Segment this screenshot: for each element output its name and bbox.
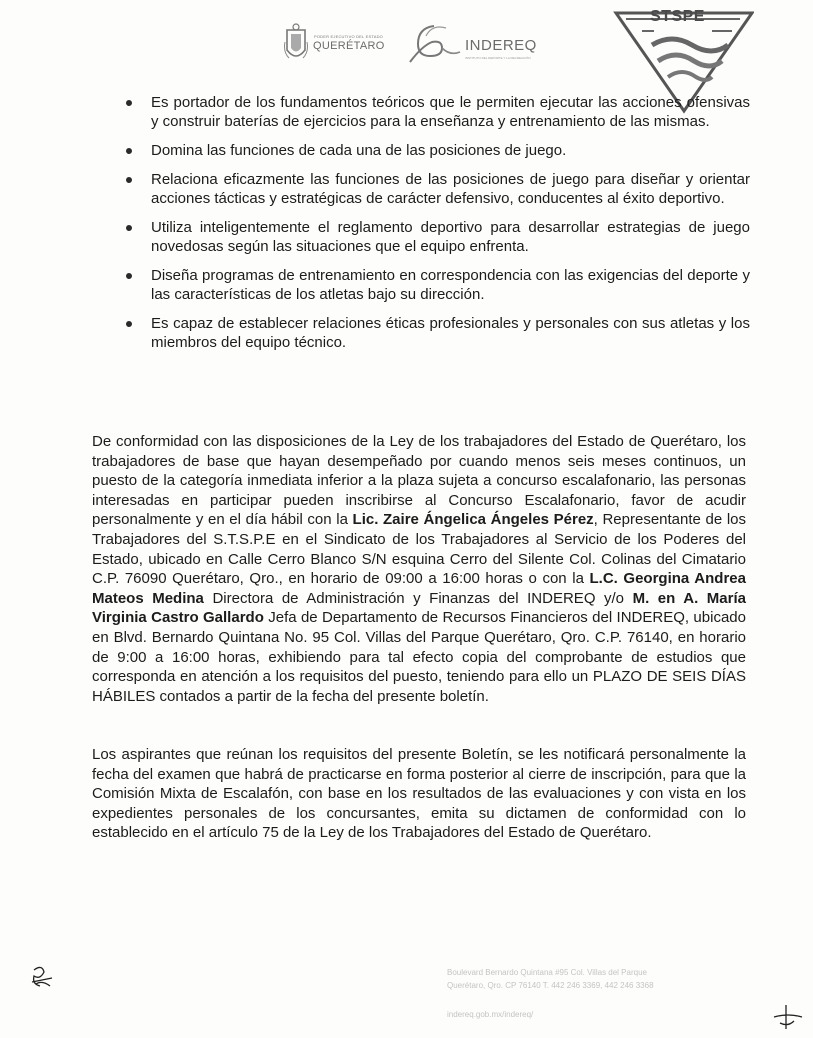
footer-address	[447, 966, 654, 992]
paragraph-text: Directora de Administración y Finanzas del INDEREQ y/o	[203, 589, 633, 607]
list-item	[124, 141, 750, 160]
director-name: L.C. Georgina Andrea Mateos Medina	[92, 570, 746, 607]
queretaro-label: QUERÉTARO	[313, 40, 385, 52]
paragraph-text: De conformidad con las disposiciones de la Ley de los trabajadores del Estado de Querétaro, los trabajadores de base que hayan desempeñado por cuando menos seis meses continuos, un puesto de la categoría inmediata inferior a la plaza sujeta a concurso escalafonario, las personas interesadas en participar pueden inscribirse al Concurso Escalafonario, favor de acudir personalmente y en el día hábil con la	[92, 433, 746, 529]
list-item-text: Es portador de los fundamentos teóricos que le permiten ejecutar las acciones ofensivas y construir baterías de ejercicios para la enseñanza y entrenamiento de las mismas.	[151, 94, 750, 130]
registration-paragraph	[92, 432, 746, 706]
bullet-icon	[126, 100, 132, 106]
bullet-icon	[126, 148, 132, 154]
queretaro-subtitle: PODER EJECUTIVO DEL ESTADO	[314, 34, 383, 39]
list-item	[124, 218, 750, 256]
exam-notice-paragraph: Los aspirantes que reúnan los requisitos del presente Boletín, se les notificará personalmente la fecha del examen que habrá de practicarse en forma posterior al cierre de inscripción, para que la Comisión Mixta de Escalafón, con base en los resultados de las evaluaciones y con vista en los expedientes personales de los concursantes, emita su dictamen de conformidad con lo establecido en el artículo 75 de la Ley de los Trabajadores del Estado de Querétaro.	[92, 746, 746, 842]
indereq-subtitle: INSTITUTO DEL DEPORTE Y LA RECREACIÓN	[465, 56, 531, 60]
footer-address-line: Boulevard Bernardo Quintana #95 Col. Villas del Parque	[447, 968, 647, 977]
footer-website: indereq.gob.mx/indereq/	[447, 1010, 534, 1019]
stspe-label: STSPE	[650, 8, 705, 25]
bullet-icon	[126, 177, 132, 183]
list-item	[124, 93, 750, 131]
paragraph-text: , Representante de los Trabajadores del S.T.S.P.E en el Sindicato de los Trabajadores al Servicio de los Poderes del Estado, ubicado en Calle Cerro Blanco S/N esquina Cerro del Silente Col. Colinas del Cimatario C.P. 76090 Querétaro, Qro., en horario de 09:00 a 16:00 horas o con la	[92, 511, 746, 588]
indereq-label: INDEREQ	[465, 37, 537, 54]
bullet-icon	[126, 273, 132, 279]
bullet-icon	[126, 321, 132, 327]
list-item-text: Es capaz de establecer relaciones éticas profesionales y personales con sus atletas y los miembros del equipo técnico.	[151, 315, 750, 351]
handwritten-initial-right	[770, 1003, 806, 1031]
indereq-swirl-icon	[404, 22, 462, 68]
list-item	[124, 266, 750, 304]
list-item-text: Domina las funciones de cada una de las posiciones de juego.	[151, 142, 567, 159]
queretaro-seal-icon	[283, 22, 309, 66]
list-item	[124, 170, 750, 208]
list-item-text: Diseña programas de entrenamiento en correspondencia con las exigencias del deporte y las características de los atletas bajo su dirección.	[151, 267, 750, 303]
representative-name: Lic. Zaire Ángelica Ángeles Pérez	[352, 511, 594, 529]
list-item	[124, 314, 750, 352]
footer-address-line: Querétaro, Qro. CP 76140 T. 442 246 3369, 442 246 3368	[447, 981, 654, 990]
paragraph-text: Jefa de Departamento de Recursos Financieros del INDEREQ, ubicado en Blvd. Bernardo Quintana No. 95 Col. Villas del Parque Querétaro, Qro. C.P. 76140, en horario de 9:00 a 16:00 horas, exhibiendo para tal efecto copia del comprobante de estudios que corresponda en atención a los requisitos del puesto, teniendo para ello un PLAZO DE SEIS DÍAS HÁBILES contados a partir de la fecha del presente boletín.	[92, 609, 746, 705]
department-head-name: M. en A. María Virginia Castro Gallardo	[92, 589, 746, 627]
bullet-icon	[126, 225, 132, 231]
competency-list	[124, 93, 750, 362]
queretaro-logo	[283, 20, 385, 68]
list-item-text: Utiliza inteligentemente el reglamento deportivo para desarrollar estrategias de juego novedosas según las situaciones que el equipo enfrenta.	[151, 219, 750, 255]
indereq-logo	[404, 22, 544, 68]
list-item-text: Relaciona eficazmente las funciones de las posiciones de juego para diseñar y orientar acciones tácticas y estratégicas de carácter defensivo, conducentes al éxito deportivo.	[151, 171, 750, 207]
handwritten-initial-left	[28, 962, 56, 990]
